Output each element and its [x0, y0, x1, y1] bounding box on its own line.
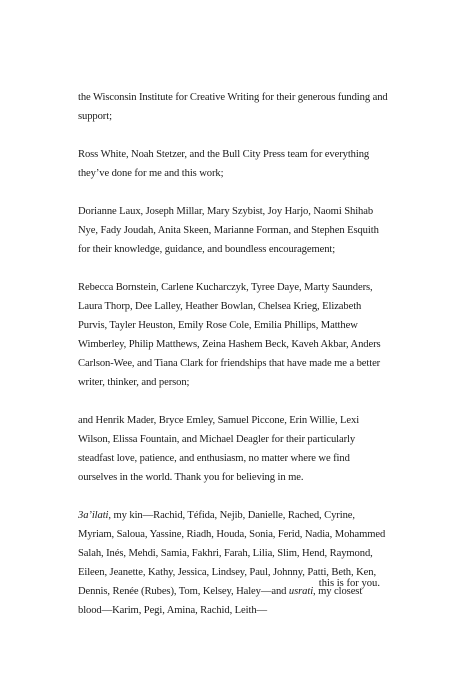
- paragraph-bull-city-press: Ross White, Noah Stetzer, and the Bull City Press team for everything they’ve done for me and this work;: [78, 149, 370, 179]
- paragraph-wisconsin: the Wisconsin Institute for Creative Writing for their generous funding and support;: [78, 92, 388, 122]
- family-text-part-2: , my closest blood—Karim, Pegi, Amina, Rachid, Leith—: [78, 586, 363, 616]
- paragraph-mentors: Dorianne Laux, Joseph Millar, Mary Szybist, Joy Harjo, Naomi Shihab Nye, Fady Joudah, Anita Skeen, Marianne Forman, and Stephen Esquith for their knowledge, guidance, and boundless encouragement;: [78, 206, 379, 255]
- paragraph-close-friends: and Henrik Mader, Bryce Emley, Samuel Piccone, Erin Willie, Lexi Wilson, Elissa Fountain, and Michael Deagler for their particularly steadfast love, patience, and enthusiasm, no matter where we find ourselves in the world. Thank you for believing in me.: [78, 415, 360, 483]
- family-word-usrati: usrati: [288, 586, 314, 597]
- acknowledgments-page: [78, 88, 388, 620]
- family-text-part-1: , my kin—Rachid, Téfida, Nejib, Danielle, Rached, Cyrine, Myriam, Saloua, Yassine, Riadh, Houda, Sonia, Ferid, Nadia, Mohammed Salah, Inés, Mehdi, Samia, Fakhri, Farah, Lilia, Slim, Hend, Raymond, Eileen, Jeanette, Kathy, Jessica, Lindsey, Paul, Johnny, Patti, Beth, Ken, Dennis, Renée (Rubes), Tom, Kelsey, Haley—and: [78, 510, 386, 597]
- closing-line: this is for you.: [318, 578, 380, 589]
- family-word-kin: 3a’ilati: [78, 510, 109, 521]
- paragraph-friends: Rebecca Bornstein, Carlene Kucharczyk, Tyree Daye, Marty Saunders, Laura Thorp, Dee Lalley, Heather Bowlan, Chelsea Krieg, Elizabeth Purvis, Tayler Heuston, Emily Rose Cole, Emilia Phillips, Matthew Wimberley, Philip Matthews, Zeina Hashem Beck, Kaveh Akbar, Anders Carlson-Wee, and Tiana Clark for friendships that have made me a better writer, thinker, and person;: [78, 282, 381, 388]
- paragraph-family: [78, 506, 388, 620]
